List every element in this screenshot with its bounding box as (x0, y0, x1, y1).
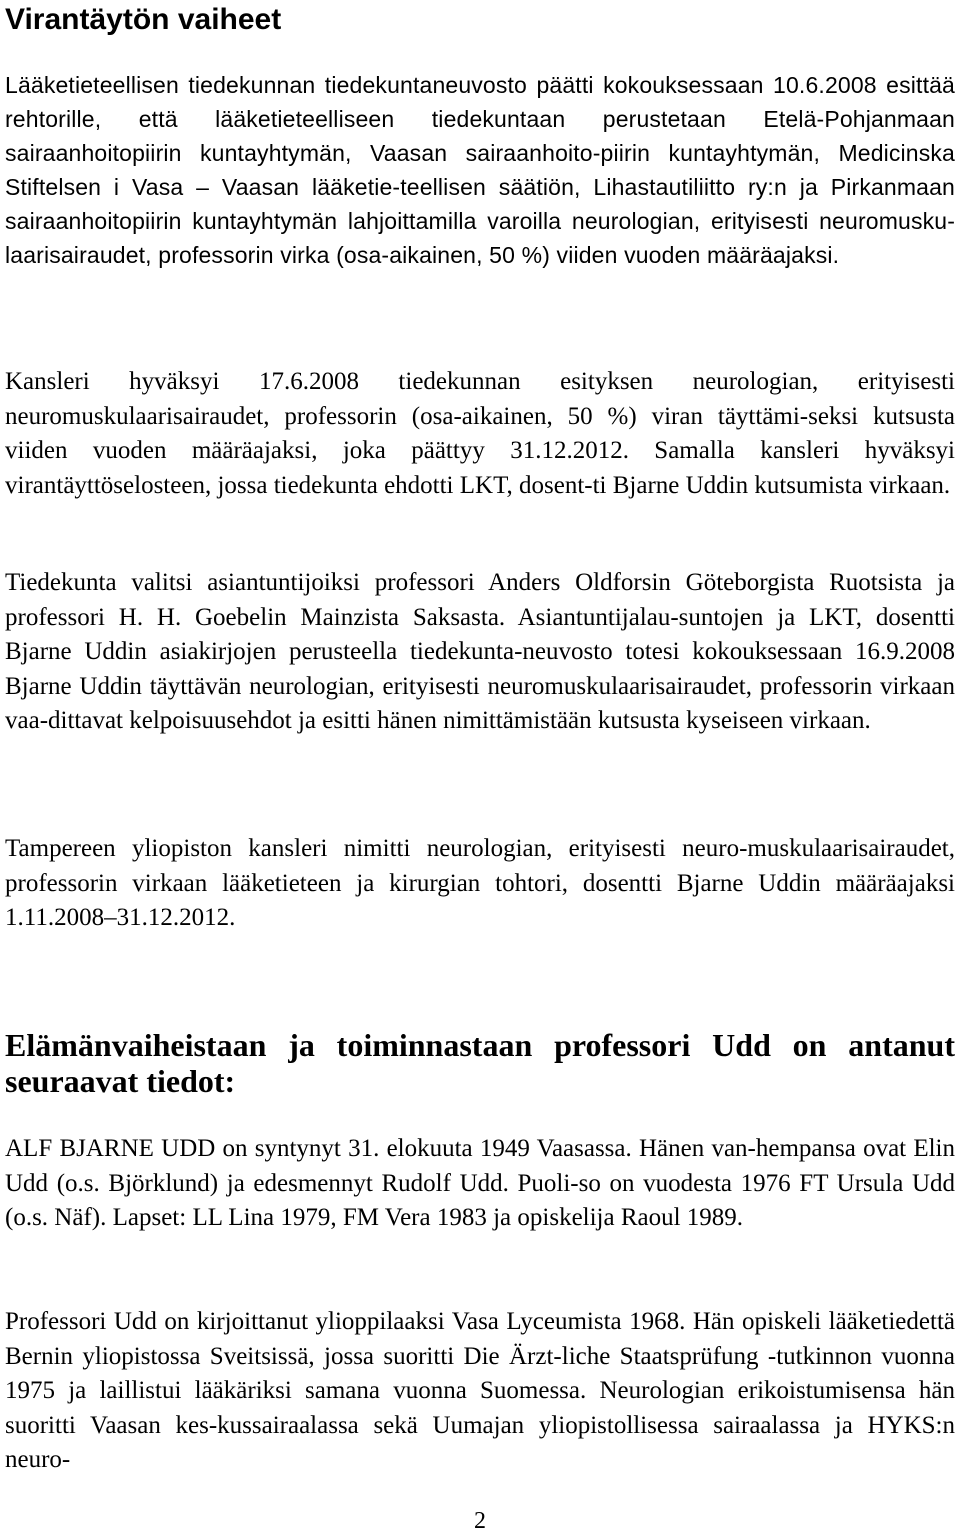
paragraph-decision: Lääketieteellisen tiedekunnan tiedekuntaneuvosto päätti kokouksessaan 10.6.2008 esittää rehtorille, että lääketieteelliseen tiedekuntaan perustetaan Etelä-Pohjanmaan sairaanhoitopiirin kuntayhtymän, Vaasan sairaanhoito-piirin kuntayhtymän, Medicinska Stiftelsen i Vasa – Vaasan lääketie-teellisen säätiön, Lihastautiliitto ry:n ja Pirkanmaan sairaanhoitopiirin kuntayhtymän lahjoittamilla varoilla neurologian, erityisesti neuromusku-laarisairaudet, professorin virka (osa-aikainen, 50 %) viiden vuoden määräajaksi. (5, 72, 955, 268)
section-heading: Virantäytön vaiheet (5, 3, 282, 36)
paragraph-experts: Tiedekunta valitsi asiantuntijoiksi professori Anders Oldforsin Göteborgista Ruotsista ja professori H. H. Goebelin Mainzista Saksasta. Asiantuntijalau-suntojen ja LKT, dosentti Bjarne Uddin asiakirjojen perusteella tiedekunta-neuvosto totesi kokouksessaan 16.9.2008 Bjarne Uddin täyttävän neurologian, erityisesti neuromuskulaarisairaudet, professorin virkaan vaa-dittavat kelpoisuusehdot ja esitti hänen nimittämistään kutsusta kyseiseen virkaan. (5, 569, 955, 734)
document-page (5, 0, 955, 1532)
paragraph-chancellor-approval: Kansleri hyväksyi 17.6.2008 tiedekunnan esityksen neurologian, erityisesti neuromuskulaarisairaudet, professorin (osa-aikainen, 50 %) viran täyttämi-seksi kutsusta viiden vuoden määräajaksi, joka päättyy 31.12.2012. Samalla kansleri hyväksyi virantäyttöselosteen, jossa tiedekunta ehdotti LKT, dosent-ti Bjarne Uddin kutsumista virkaan. (5, 368, 955, 499)
paragraph-personal: ALF BJARNE UDD on syntynyt 31. elokuuta 1949 Vaasassa. Hänen van-hempansa ovat Elin Udd (o.s. Björklund) ja edesmennyt Rudolf Udd. Puoli-so on vuodesta 1976 FT Ursula Udd (o.s. Näf). Lapset: LL Lina 1979, FM Vera 1983 ja opiskelija Raoul 1989. (5, 1135, 955, 1231)
paragraph-education: Professori Udd on kirjoittanut ylioppilaaksi Vasa Lyceumista 1968. Hän opiskeli lääketiedettä Bernin yliopistossa Sveitsissä, jossa suoritti Die Ärzt-liche Staatsprüfung -tutkinnon vuonna 1975 ja laillistui lääkäriksi samana vuonna Suomessa. Neurologian erikoistumisensa hän suoritti Vaasan kes-kussairaalassa sekä Uumajan yliopistollisessa sairaalassa ja HYKS:n neuro- (5, 1308, 955, 1473)
bio-heading: Elämänvaiheistaan ja toiminnastaan professori Udd on antanut seuraavat tiedot: (5, 1027, 955, 1099)
page-number: 2 (474, 1508, 486, 1534)
paragraph-appointment: Tampereen yliopiston kansleri nimitti neurologian, erityisesti neuro-muskulaarisairaudet, professorin virkaan lääketieteen ja kirurgian tohtori, dosentti Bjarne Uddin määräajaksi 1.11.2008–31.12.2012. (5, 835, 955, 931)
